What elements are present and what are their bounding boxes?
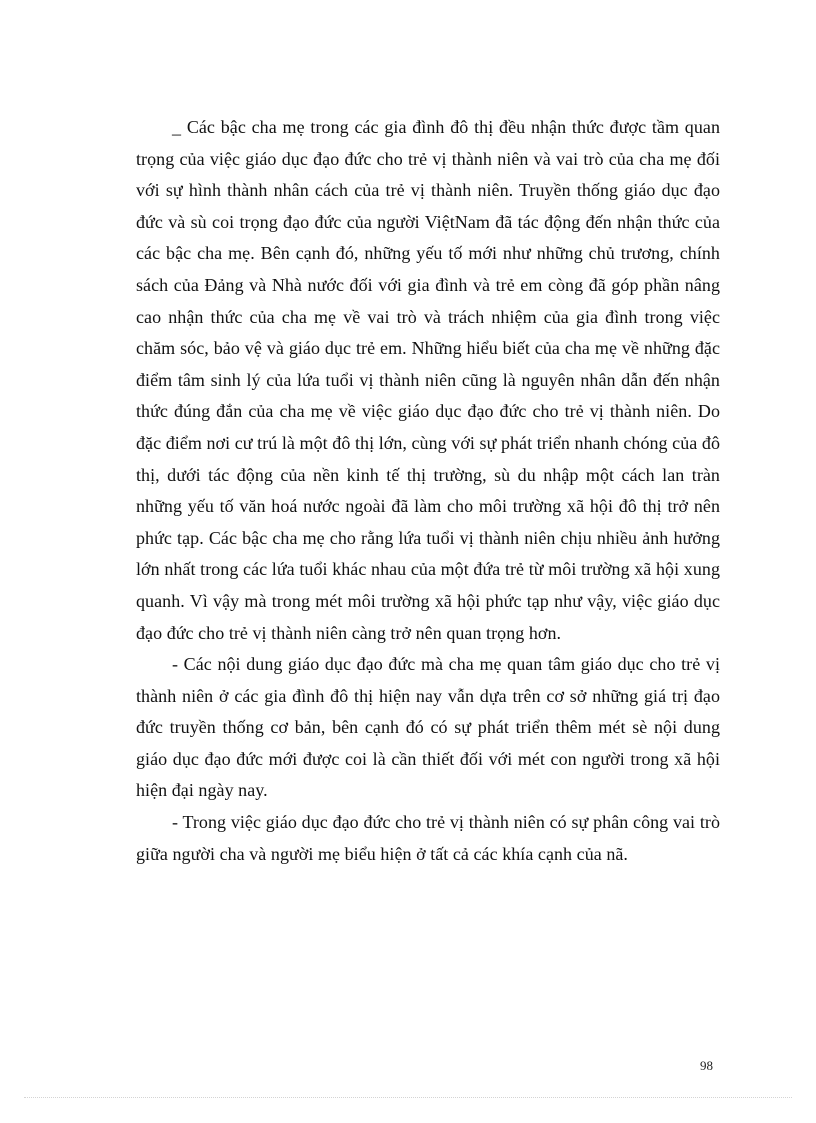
- paragraph-parental-roles: - Trong việc giáo dục đạo đức cho trẻ vị thành niên có sự phân công vai trò giữa người cha và người mẹ biểu hiện ở tất cả các khía cạnh của nã.: [136, 812, 720, 864]
- paragraph-education-content: - Các nội dung giáo dục đạo đức mà cha mẹ quan tâm giáo dục cho trẻ vị thành niên ở các gia đình đô thị hiện nay vẫn dựa trên cơ sở những giá trị đạo đức truyền thống cơ bản, bên cạnh đó có sự phát triển thêm mét sè nội dung giáo dục đạo đức mới được coi là cần thiết đối với mét con người trong xã hội hiện đại ngày nay.: [136, 654, 720, 801]
- document-body: [136, 112, 720, 870]
- page-number: 98: [700, 1058, 713, 1073]
- paragraph-awareness: _ Các bậc cha mẹ trong các gia đình đô thị đều nhận thức được tầm quan trọng của việc giáo dục đạo đức cho trẻ vị thành niên và vai trò của cha mẹ đối với sự hình thành nhân cách của trẻ vị thành niên. Truyền thống giáo dục đạo đức và sù coi trọng đạo đức của người ViệtNam đã tác động đến nhận thức của các bậc cha mẹ. Bên cạnh đó, những yếu tố mới như những chủ trương, chính sách của Đảng và Nhà nước đối với gia đình và trẻ em còng đã góp phần nâng cao nhận thức của cha mẹ về vai trò và trách nhiệm của gia đình trong việc chăm sóc, bảo vệ và giáo dục trẻ em. Những hiểu biết của cha mẹ về những đặc điểm tâm sinh lý của lứa tuổi vị thành niên cũng là nguyên nhân dẫn đến nhận thức đúng đắn của cha mẹ về việc giáo dục đạo đức cho trẻ vị thành niên. Do đặc điểm nơi cư trú là một đô thị lớn, cùng với sự phát triển nhanh chóng của đô thị, dưới tác động của nền kinh tế thị trường, sù du nhập một cách lan tràn những yếu tố văn hoá nước ngoài đã làm cho môi trường xã hội đô thị trở nên phức tạp. Các bậc cha mẹ cho rằng lứa tuổi vị thành niên chịu nhiều ảnh hưởng lớn nhất trong các lứa tuổi khác nhau của một đứa trẻ từ môi trường xã hội xung quanh. Vì vậy mà trong mét môi trường xã hội phức tạp như vậy, việc giáo dục đạo đức cho trẻ vị thành niên càng trở nên quan trọng hơn.: [136, 117, 720, 643]
- footer-divider: [24, 1097, 792, 1098]
